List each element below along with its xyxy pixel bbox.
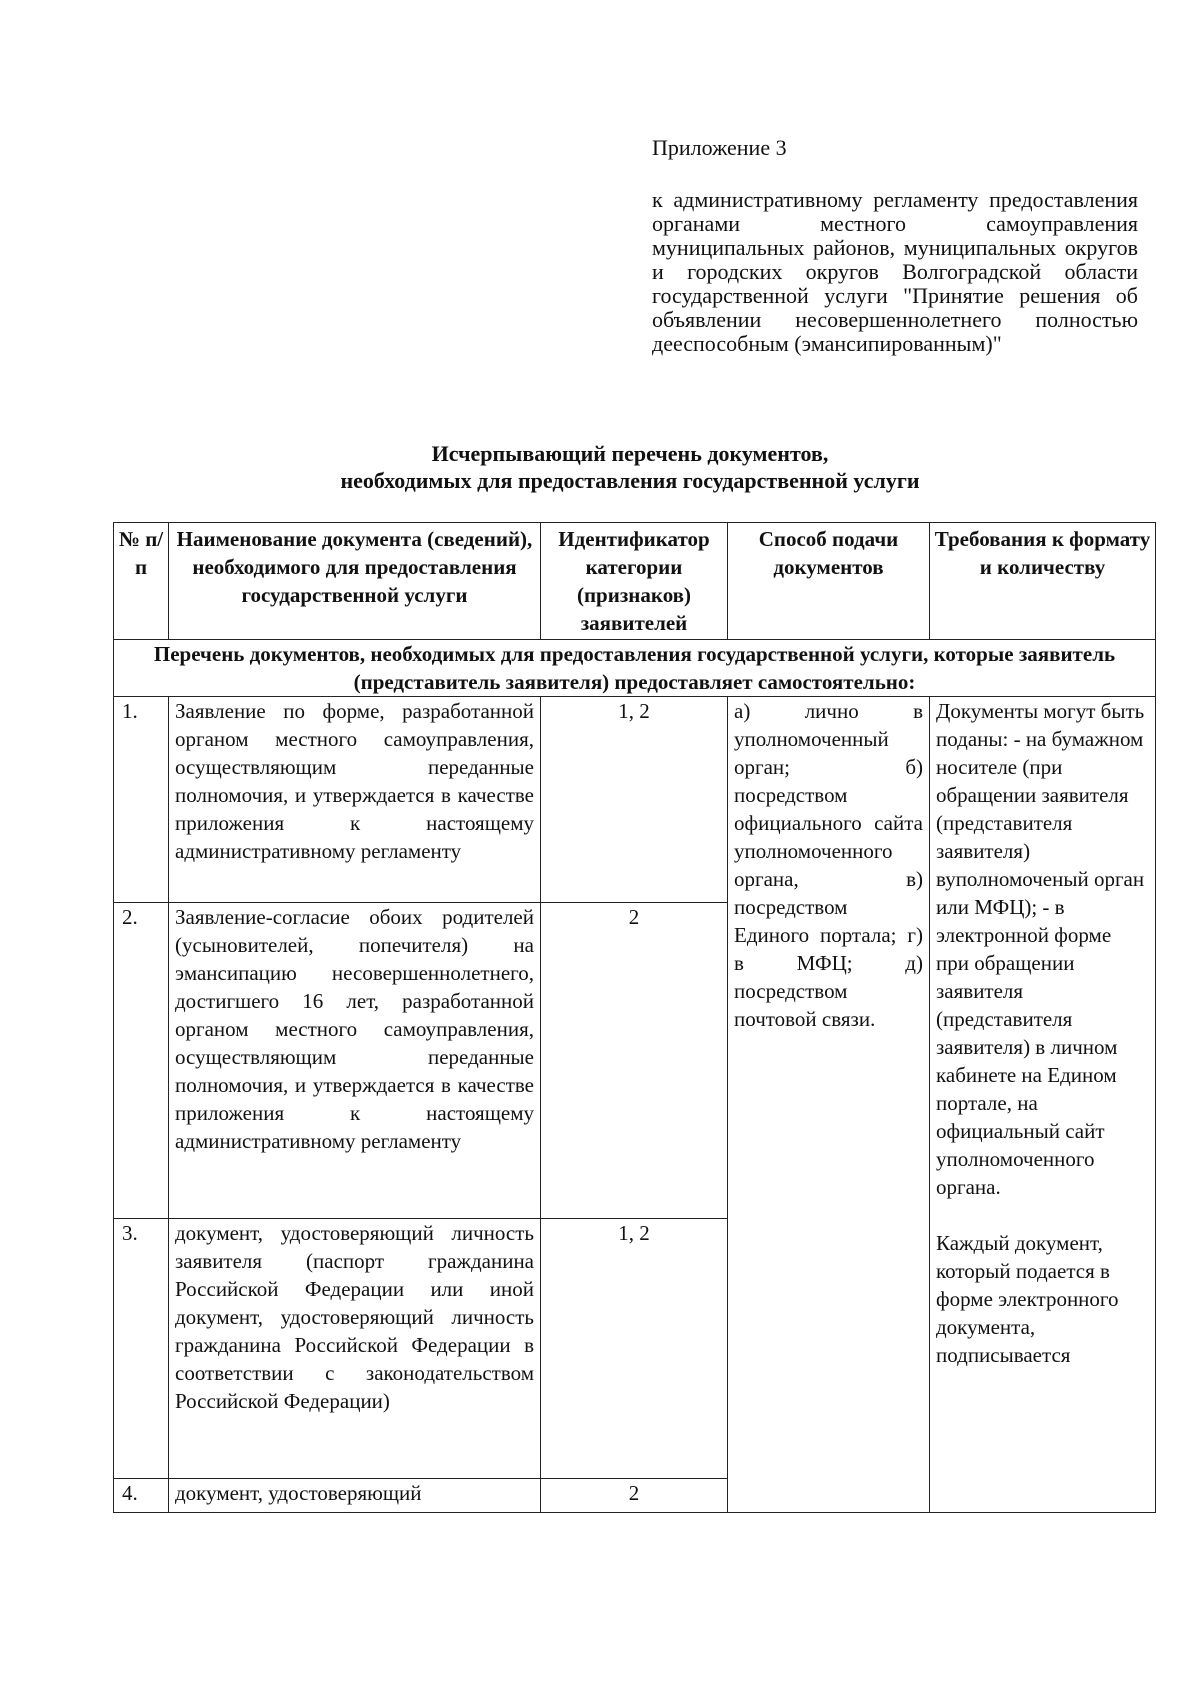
header-num: № п/п (114, 523, 169, 640)
appendix-title: Приложение 3 (652, 135, 787, 160)
row-num: 4. (114, 1479, 169, 1513)
appendix-block (652, 136, 1138, 356)
format-requirements (930, 697, 1156, 1513)
document-title (130, 440, 1130, 494)
header-name: Наименование документа (сведений), необходимого для предоставления государственной услуги (169, 523, 541, 640)
header-method: Способ подачи документов (728, 523, 930, 640)
row-name: документ, удостоверяющий (169, 1479, 541, 1513)
row-name: Заявление по форме, разработанной органом местного самоуправления, осуществляющим переданные полномочия, и утверждается в качестве приложения к настоящему административному регламенту (169, 697, 541, 903)
section-title: Перечень документов, необходимых для предоставления государственной услуги, которые заявитель (представитель заявителя) предоставляет самостоятельно: (114, 640, 1156, 697)
section-row (114, 640, 1156, 697)
documents-table (113, 522, 1156, 1513)
table-row (114, 697, 1156, 903)
requirements-part-2: Каждый документ, который подается в форме электронного документа, подписывается (936, 1231, 1119, 1367)
table-header-row (114, 523, 1156, 640)
row-num: 1. (114, 697, 169, 903)
document-title-line-1: Исчерпывающий перечень документов, (431, 441, 829, 466)
row-category: 2 (541, 903, 728, 1219)
requirements-part-1: Документы могут быть поданы: - на бумажном носителе (при обращении заявителя (представителя заявителя) вуполномоченый орган или МФЦ); - в электронной форме при обращении заявителя (представителя заявителя) в личном кабинете на Едином портале, на официальный сайт уполномоченного органа. (936, 699, 1145, 1199)
row-num: 2. (114, 903, 169, 1219)
document-title-line-2: необходимых для предоставления государственной услуги (340, 468, 920, 493)
submission-method: а) лично в уполномоченный орган; б) посредством официального сайта уполномоченного органа, в) посредством Единого портала; г) в МФЦ; д) посредством почтовой связи. (728, 697, 930, 1513)
row-name: документ, удостоверяющий личность заявителя (паспорт гражданина Российской Федерации или иной документ, удостоверяющий личность гражданина Российской Федерации в соответствии с законодательством Российской Федерации) (169, 1219, 541, 1479)
row-category: 1, 2 (541, 1219, 728, 1479)
row-category: 2 (541, 1479, 728, 1513)
appendix-text: к административному регламенту предоставления органами местного самоуправления муниципальных районов, муниципальных округов и городских округов Волгоградской области государственной услуги "Принятие решения об объявлении несовершеннолетнего полностью дееспособным (эмансипированным)" (652, 187, 1138, 356)
row-num: 3. (114, 1219, 169, 1479)
row-name: Заявление-согласие обоих родителей (усыновителей, попечителя) на эмансипацию несовершеннолетнего, достигшего 16 лет, разработанной органом местного самоуправления, осуществляющим переданные полномочия, и утверждается в качестве приложения к настоящему административному регламенту (169, 903, 541, 1219)
header-category: Идентификатор категории (признаков) заявителей (541, 523, 728, 640)
header-requirements: Требования к формату и количеству (930, 523, 1156, 640)
row-category: 1, 2 (541, 697, 728, 903)
